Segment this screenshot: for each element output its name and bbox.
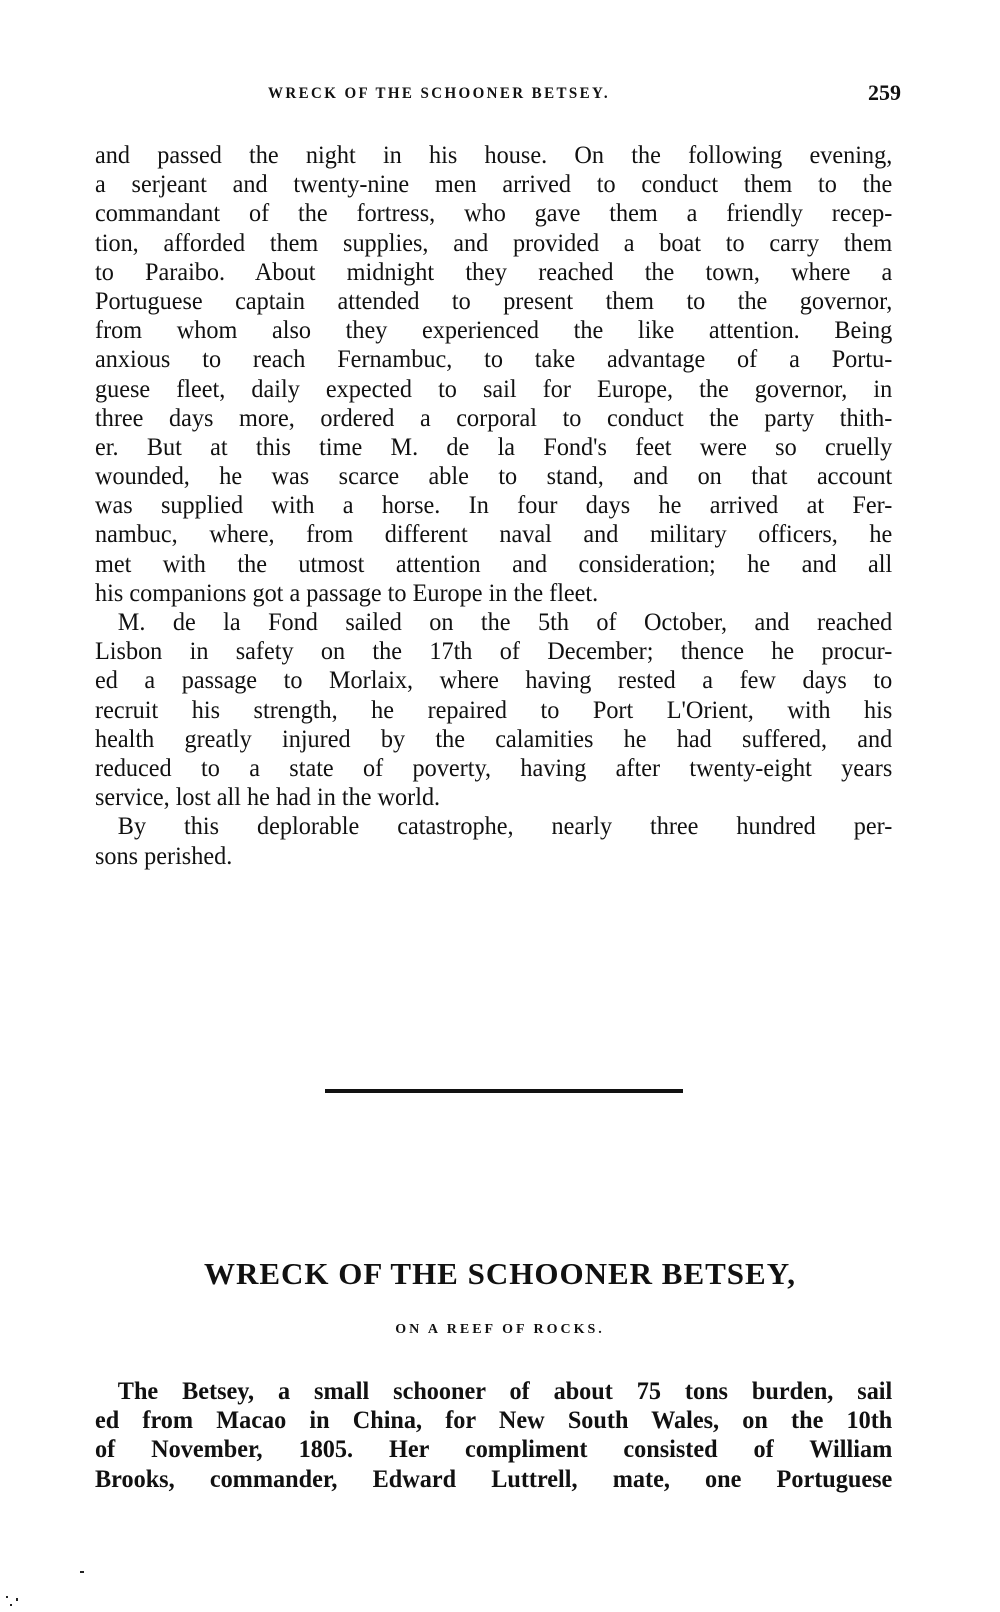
text-line: was supplied with a horse. In four days he arrived at Fer- — [95, 490, 893, 520]
text-line: sons perished. — [95, 840, 233, 870]
text-line: service, lost all he had in the world. — [95, 782, 441, 812]
paragraph — [95, 607, 892, 811]
continued-narrative — [95, 140, 892, 870]
text-line: and passed the night in his house. On the following evening, — [95, 140, 893, 169]
text-line: ed a passage to Morlaix, where having rested a few days to — [95, 665, 893, 695]
paragraph — [95, 811, 892, 869]
section-divider-rule — [325, 1089, 683, 1093]
text-line: to Paraibo. About midnight they reached the town, where a — [95, 256, 893, 286]
chapter-title: WRECK OF THE SCHOONER BETSEY, — [203, 1256, 797, 1291]
text-line: guese fleet, daily expected to sail for Europe, the governor, in — [95, 373, 893, 403]
paragraph — [95, 1376, 892, 1493]
running-head-title: WRECK OF THE SCHOONER BETSEY. — [268, 85, 611, 103]
chapter-body — [95, 1376, 892, 1493]
paragraph — [95, 140, 892, 607]
text-line: Lisbon in safety on the 17th of December; thence he procur- — [95, 636, 893, 666]
text-line: nambuc, where, from different naval and military officers, he — [95, 519, 893, 549]
text-line: health greatly injured by the calamities he had suffered, and — [95, 723, 893, 753]
text-line: from whom also they experienced the like attention. Being — [95, 315, 893, 345]
text-line: tion, afforded them supplies, and provided a boat to carry them — [95, 227, 893, 257]
text-line: ed from Macao in China, for New South Wales, on the 10th — [95, 1405, 893, 1435]
text-line: three days more, ordered a corporal to conduct the party thith- — [95, 402, 893, 432]
scan-speck — [6, 1596, 8, 1598]
text-line: a serjeant and twenty-nine men arrived to conduct them to the — [95, 169, 893, 199]
chapter-subtitle: ON A REEF OF ROCKS. — [395, 1322, 605, 1337]
text-line: Portuguese captain attended to present them to the governor, — [95, 285, 893, 315]
text-line: Brooks, commander, Edward Luttrell, mate, one Portuguese — [95, 1463, 893, 1493]
text-line: commandant of the fortress, who gave them a friendly recep- — [95, 198, 893, 228]
text-line: anxious to reach Fernambuc, to take advantage of a Portu- — [95, 344, 893, 374]
text-line: reduced to a state of poverty, having after twenty-eight years — [95, 752, 893, 782]
text-line: M. de la Fond sailed on the 5th of October, and reached — [117, 607, 893, 636]
scan-speck — [10, 1604, 12, 1606]
text-line: The Betsey, a small schooner of about 75 tons burden, sail — [117, 1376, 893, 1405]
text-line: met with the utmost attention and consideration; he and all — [95, 548, 893, 578]
text-line: of November, 1805. Her compliment consisted of William — [95, 1434, 893, 1464]
text-line: By this deplorable catastrophe, nearly three hundred per- — [117, 811, 893, 841]
text-line: er. But at this time M. de la Fond's feet were so cruelly — [95, 431, 893, 461]
page-number: 259 — [868, 80, 901, 105]
text-line: wounded, he was scarce able to stand, and on that account — [95, 461, 893, 491]
text-line: his companions got a passage to Europe in the fleet. — [95, 577, 599, 607]
scan-speck — [16, 1598, 18, 1601]
text-line: recruit his strength, he repaired to Port L'Orient, with his — [95, 694, 893, 724]
scan-speck — [80, 1571, 84, 1573]
